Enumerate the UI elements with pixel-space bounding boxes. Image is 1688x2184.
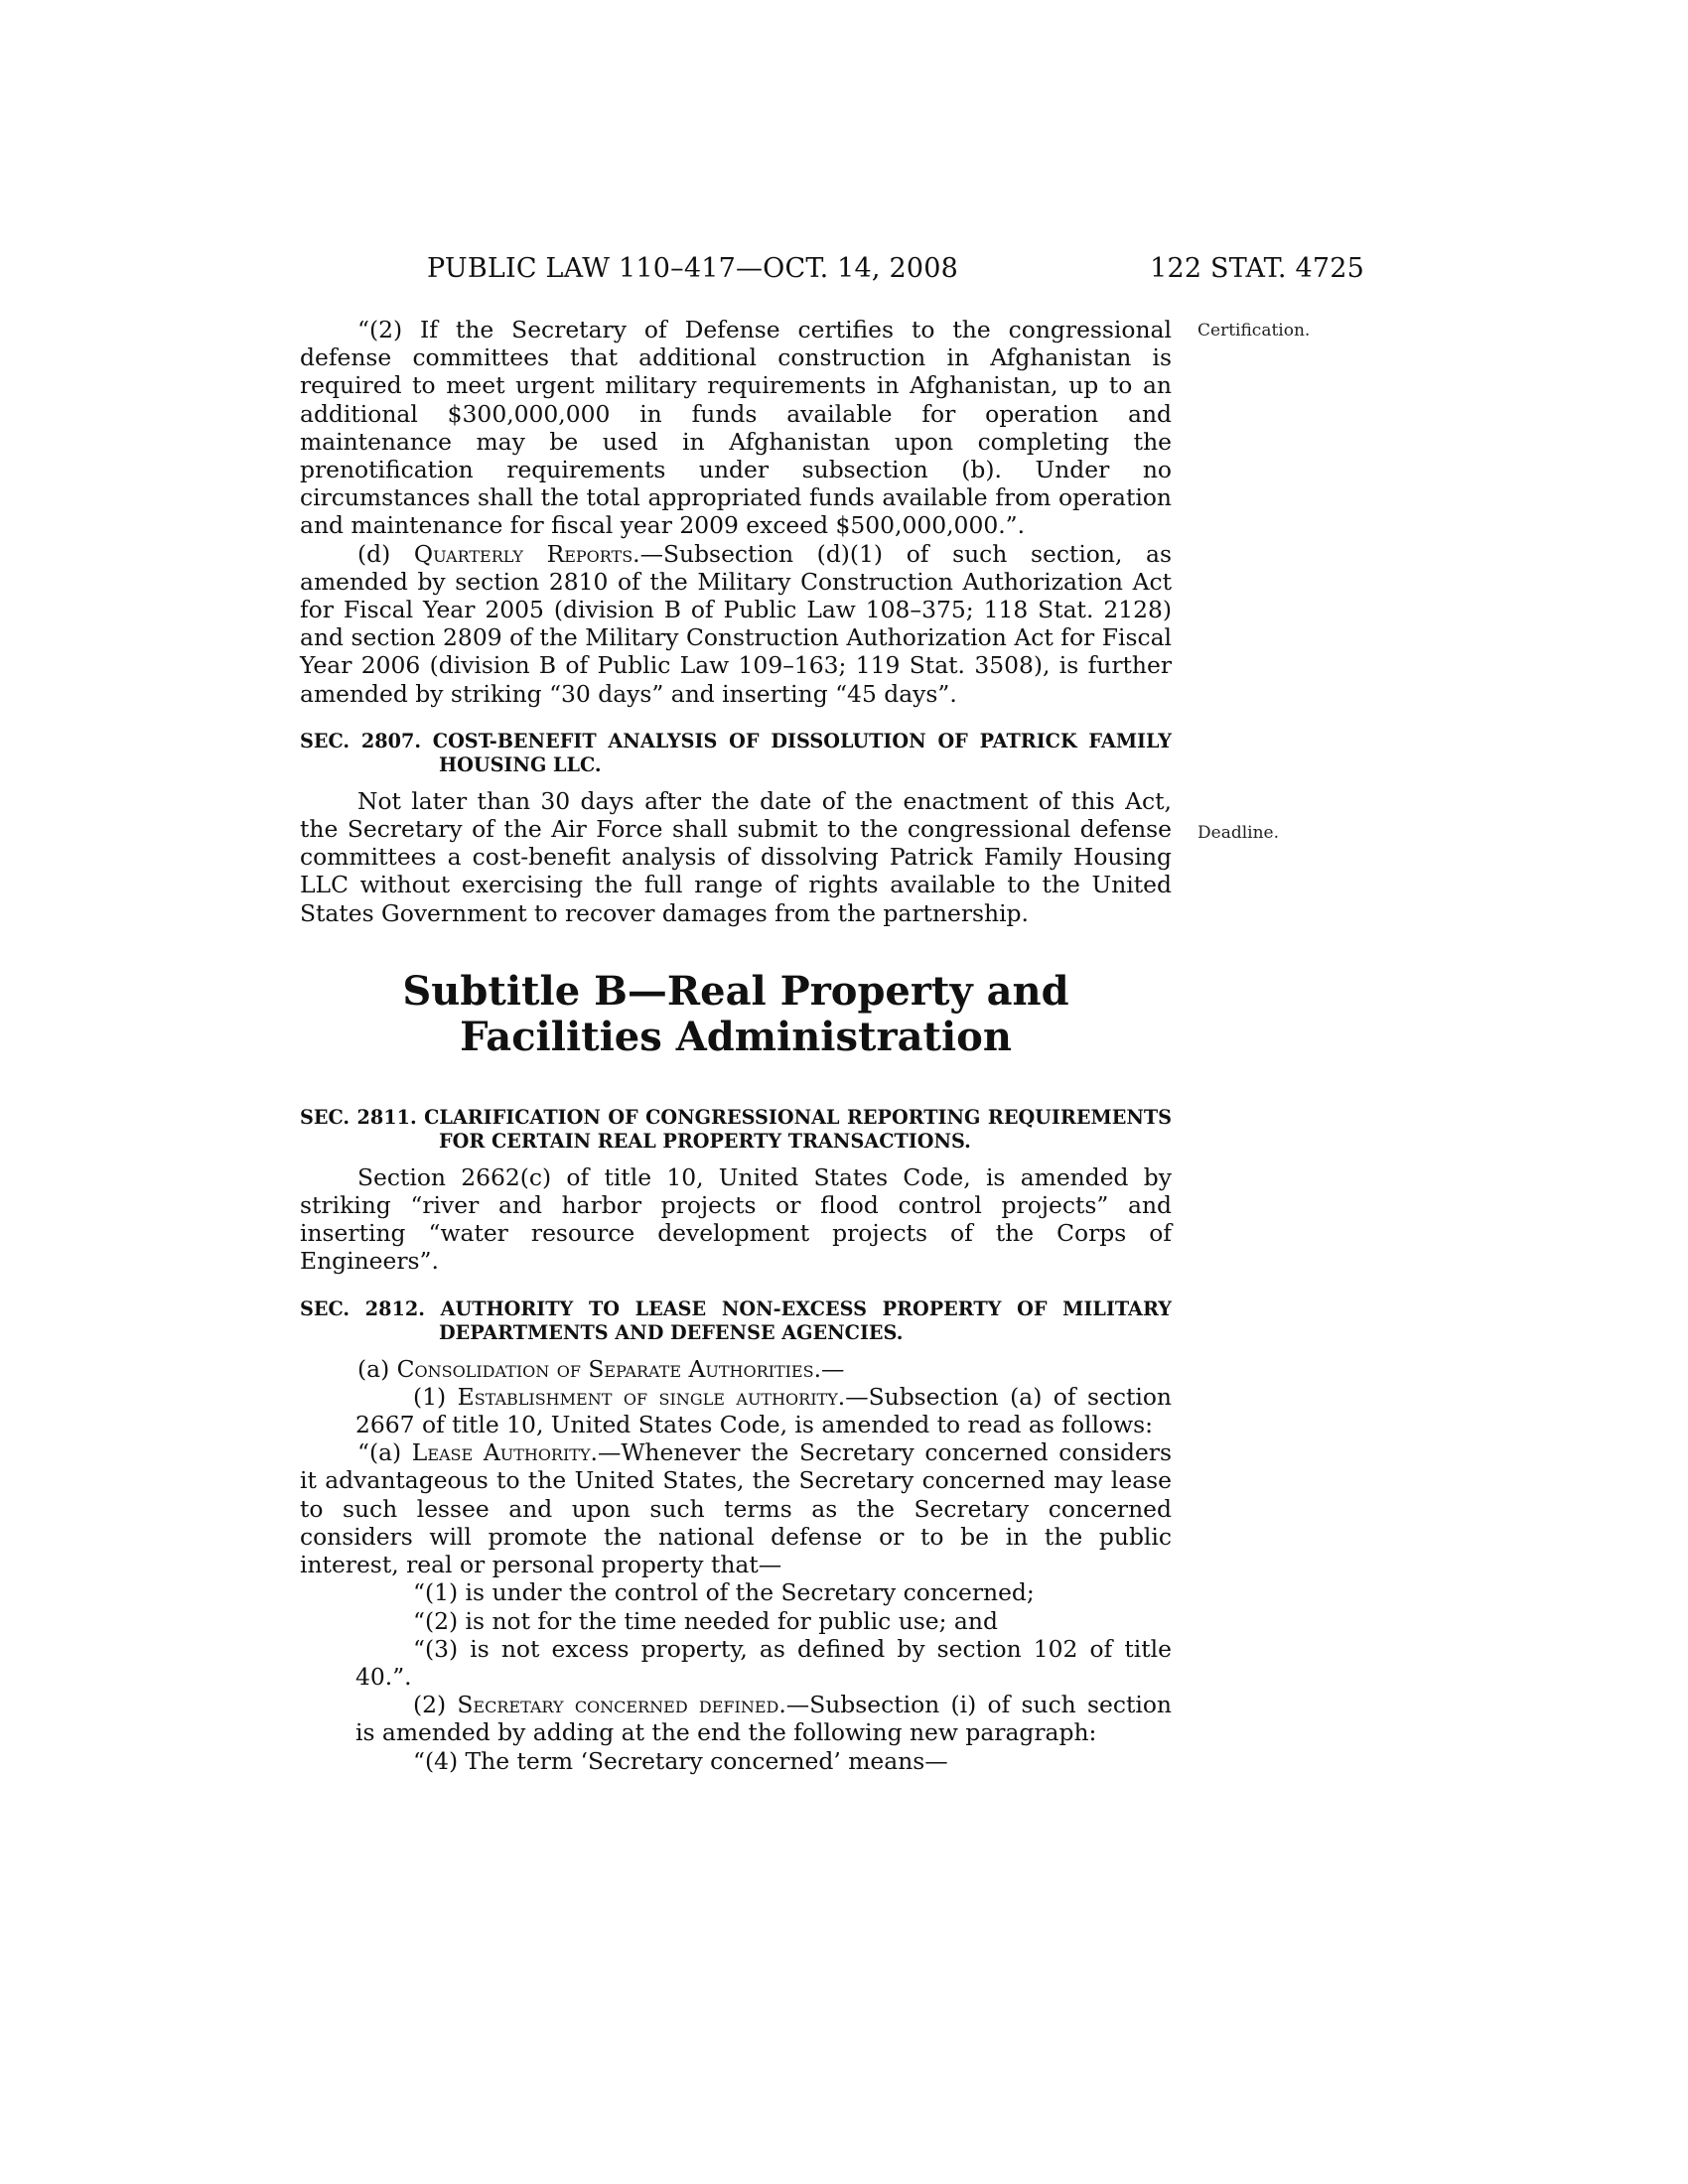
subsection-a <box>300 1355 1172 1383</box>
paragraph-heading: Secretary concerned defined <box>457 1691 779 1719</box>
paragraph-text: .—Subsection (i) of such section is amended by adding at the end the following new paragraph: <box>355 1691 1172 1747</box>
paragraph-label: (d) <box>357 539 414 568</box>
quoted-text: .—Whenever the Secretary concerned considers it advantageous to the United States, the Secretary concerned may lease to such lessee and upon such terms as the Secretary concerned considers will promote the national defense or to be in the public interest, real or personal property that— <box>300 1438 1172 1579</box>
paragraph-label: (1) <box>413 1382 458 1411</box>
section-2811-text: Section 2662(c) of title 10, United States Code, is amended by striking “river and harbor projects or flood control projects” and inserting “water resource development projects of the Corps of Engineers”. <box>300 1162 1172 1276</box>
paragraph-text: .—Subsection (d)(1) of such section, as amended by section 2810 of the Military Construction Authorization Act for Fiscal Year 2005 (division B of Public Law 108–375; 118 Stat. 2128) and section 2809 of the Military Construction Authorization Act for Fiscal Year 2006 (division B of Public Law 109–163; 119 Stat. 3508), is further amended by striking “30 days” and inserting “45 days”. <box>300 539 1172 708</box>
subsection-tail: .— <box>813 1354 845 1383</box>
quoted-item-1: “(1) is under the control of the Secretary concerned; <box>413 1578 1035 1607</box>
quoted-subsection-a <box>300 1438 1172 1578</box>
subtitle-heading: Subtitle B—Real Property and Facilities Administration <box>402 967 1069 1060</box>
quoted-item-4: “(4) The term ‘Secretary concerned’ means— <box>413 1746 948 1775</box>
running-head <box>298 253 1364 289</box>
paragraph-a2 <box>300 1691 1172 1746</box>
quoted-item-2: “(2) is not for the time needed for public use; and <box>413 1606 998 1635</box>
paragraph-heading: Establishment of single authority <box>457 1382 838 1411</box>
section-2811-heading: SEC. 2811. CLARIFICATION OF CONGRESSIONAL REPORTING REQUIREMENTS FOR CERTAIN REAL PROPERTY TRANSACTIONS. <box>300 1105 1172 1153</box>
paragraph-d-quarterly-reports <box>300 540 1172 708</box>
quoted-heading: Lease Authority <box>411 1438 591 1467</box>
margin-note-certification: Certification. <box>1197 321 1311 341</box>
section-2807-text: Not later than 30 days after the date of the enactment of this Act, the Secretary of the Air Force shall submit to the congressional defense committees a cost-benefit analysis of dissolving Patrick Family Housing LLC without exercising the full range of rights available to the United States Government to recover damages from the partnership. <box>300 786 1172 927</box>
section-2812-heading: SEC. 2812. AUTHORITY TO LEASE NON-EXCESS PROPERTY OF MILITARY DEPARTMENTS AND DEFENSE AGENCIES. <box>300 1297 1172 1344</box>
section-2807-heading: SEC. 2807. COST-BENEFIT ANALYSIS OF DISSOLUTION OF PATRICK FAMILY HOUSING LLC. <box>300 729 1172 776</box>
paragraph-2-certification: “(2) If the Secretary of Defense certifies to the congressional defense committees that additional construction in Afghanistan is required to meet urgent military requirements in Afghanistan, up to an additional $300,000,000 in funds available for operation and maintenance may be used in Afghanistan upon completing the prenotification requirements under subsection (b). Under no circumstances shall the total appropriated funds available from operation and maintenance for fiscal year 2009 exceed $500,000,000.”. <box>300 316 1172 540</box>
subsection-heading: Consolidation of Separate Authorities <box>396 1354 814 1383</box>
quoted-label: “(a) <box>357 1438 412 1467</box>
margin-note-deadline: Deadline. <box>1197 823 1279 843</box>
stat-page-number: 122 STAT. 4725 <box>1150 253 1364 284</box>
paragraph-a1 <box>300 1383 1172 1438</box>
subsection-label: (a) <box>357 1354 397 1383</box>
quoted-item-3: “(3) is not excess property, as defined by section 102 of title 40.”. <box>355 1634 1172 1691</box>
paragraph-text: .—Subsection (a) of section 2667 of title 10, United States Code, is amended to read as follows: <box>355 1382 1172 1439</box>
document-body <box>300 316 1172 1775</box>
paragraph-heading: Quarterly Reports <box>413 539 633 568</box>
paragraph-label: (2) <box>413 1691 458 1719</box>
law-title: PUBLIC LAW 110–417—OCT. 14, 2008 <box>427 253 958 284</box>
